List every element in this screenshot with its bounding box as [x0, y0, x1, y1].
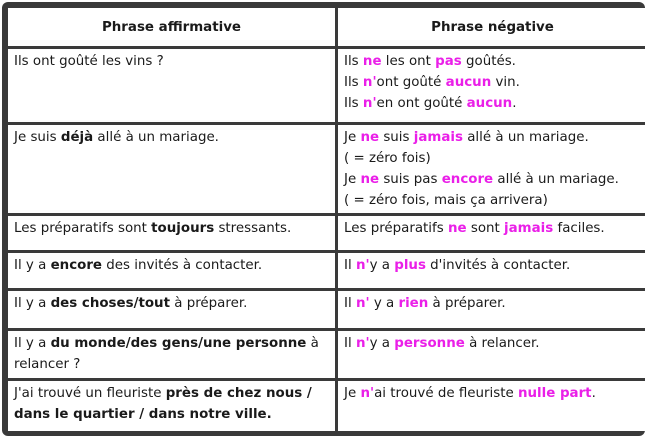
affirmative-cell: [8, 216, 335, 250]
emphasized-word: près de chez nous / dans le quartier / dans notre ville.: [14, 386, 312, 422]
negation-word: n': [362, 96, 377, 111]
negation-word: jamais: [504, 221, 554, 236]
affirmative-cell: [8, 253, 335, 288]
negation-word: pas: [435, 54, 462, 69]
text-segment: Il y a: [14, 296, 51, 311]
negation-word: encore: [441, 172, 494, 187]
table-row: [8, 49, 647, 122]
text-segment: Les préparatifs sont: [14, 221, 152, 236]
negation-word: n': [355, 336, 370, 351]
negative-cell: [338, 381, 647, 431]
negation-word: personne: [394, 336, 465, 351]
cell-line: [344, 72, 641, 93]
cell-line: [14, 333, 329, 375]
text-segment: Il: [344, 296, 356, 311]
negative-cell: [338, 291, 647, 328]
table-row: [8, 253, 647, 288]
cell-line: [14, 218, 329, 239]
cell-line: [14, 383, 329, 425]
cell-line: [14, 51, 329, 72]
text-segment: J'ai trouvé un fleuriste: [14, 386, 166, 401]
header-negative: Phrase négative: [338, 8, 647, 46]
negation-word: ne: [360, 130, 380, 145]
text-segment: suis pas: [379, 172, 442, 187]
text-segment: Il y a: [14, 258, 51, 273]
text-segment: vin.: [491, 75, 520, 90]
negation-word: ne: [360, 172, 380, 187]
negation-word: n': [362, 75, 377, 90]
text-segment: Ils: [344, 96, 363, 111]
table-row: [8, 291, 647, 328]
negative-cell: [338, 253, 647, 288]
negation-word: n': [355, 296, 370, 311]
text-segment: en ont goûté: [376, 96, 467, 111]
text-segment: y a: [369, 336, 395, 351]
text-segment: Il: [344, 336, 356, 351]
table-row: [8, 125, 647, 213]
cell-line: [344, 218, 641, 239]
text-segment: y a: [369, 296, 399, 311]
cell-line: [344, 293, 641, 314]
text-segment: Il: [344, 258, 356, 273]
text-segment: les ont: [381, 54, 436, 69]
text-segment: Ils: [344, 54, 363, 69]
text-segment: y a: [369, 258, 395, 273]
cell-line: [344, 51, 641, 72]
negation-word: rien: [398, 296, 429, 311]
text-segment: ( = zéro fois, mais ça arrivera): [344, 193, 548, 208]
table-row: [8, 331, 647, 378]
emphasized-word: des choses/tout: [50, 296, 170, 311]
text-segment: Ils ont goûté les vins ?: [14, 54, 164, 69]
table-row: [8, 381, 647, 431]
text-segment: stressants.: [214, 221, 292, 236]
cell-line: [344, 93, 641, 114]
text-segment: Je: [344, 172, 361, 187]
text-segment: allé à un mariage.: [493, 172, 619, 187]
cell-line: [344, 148, 641, 169]
negative-cell: [338, 125, 647, 213]
negation-table: [5, 5, 650, 434]
text-segment: à préparer.: [428, 296, 506, 311]
cell-line: [14, 255, 329, 276]
text-segment: sont: [466, 221, 505, 236]
grammar-table-frame: [2, 2, 645, 436]
text-segment: Je: [344, 130, 361, 145]
negation-word: aucun: [466, 96, 513, 111]
negation-word: nulle part: [517, 386, 592, 401]
text-segment: à préparer.: [170, 296, 248, 311]
text-segment: faciles.: [553, 221, 605, 236]
negation-word: ne: [362, 54, 382, 69]
cell-line: [344, 190, 641, 211]
negation-word: n': [355, 258, 370, 273]
cell-line: [344, 255, 641, 276]
text-segment: des invités à contacter.: [102, 258, 263, 273]
negation-word: plus: [394, 258, 426, 273]
cell-line: [14, 293, 329, 314]
negation-word: n': [360, 386, 375, 401]
text-segment: Ils: [344, 75, 363, 90]
text-segment: Je: [344, 386, 361, 401]
affirmative-cell: [8, 291, 335, 328]
header-affirmative: Phrase affirmative: [8, 8, 335, 46]
text-segment: Je suis: [14, 130, 61, 145]
text-segment: goûtés.: [461, 54, 516, 69]
text-segment: suis: [379, 130, 414, 145]
cell-line: [344, 383, 641, 404]
negation-word: ne: [447, 221, 467, 236]
cell-line: [14, 127, 329, 148]
affirmative-cell: [8, 381, 335, 431]
cell-line: [344, 333, 641, 354]
text-segment: à relancer ?: [14, 336, 319, 372]
affirmative-cell: [8, 125, 335, 213]
table-header-row: [8, 8, 647, 46]
emphasized-word: toujours: [151, 221, 215, 236]
emphasized-word: du monde/des gens/une personne: [50, 336, 307, 351]
affirmative-cell: [8, 49, 335, 122]
table-row: [8, 216, 647, 250]
text-segment: à relancer.: [464, 336, 540, 351]
text-segment: allé à un mariage.: [93, 130, 219, 145]
text-segment: d'invités à contacter.: [425, 258, 571, 273]
text-segment: .: [591, 386, 596, 401]
emphasized-word: déjà: [60, 130, 94, 145]
cell-line: [344, 127, 641, 148]
text-segment: allé à un mariage.: [462, 130, 589, 145]
text-segment: Les préparatifs: [344, 221, 448, 236]
negation-word: jamais: [413, 130, 463, 145]
negation-word: aucun: [445, 75, 492, 90]
text-segment: .: [512, 96, 517, 111]
affirmative-cell: [8, 331, 335, 378]
negative-cell: [338, 49, 647, 122]
cell-line: [344, 169, 641, 190]
text-segment: ont goûté: [376, 75, 446, 90]
text-segment: Il y a: [14, 336, 51, 351]
negative-cell: [338, 216, 647, 250]
emphasized-word: encore: [50, 258, 103, 273]
text-segment: ai trouvé de fleuriste: [374, 386, 518, 401]
negative-cell: [338, 331, 647, 378]
text-segment: ( = zéro fois): [344, 151, 431, 166]
